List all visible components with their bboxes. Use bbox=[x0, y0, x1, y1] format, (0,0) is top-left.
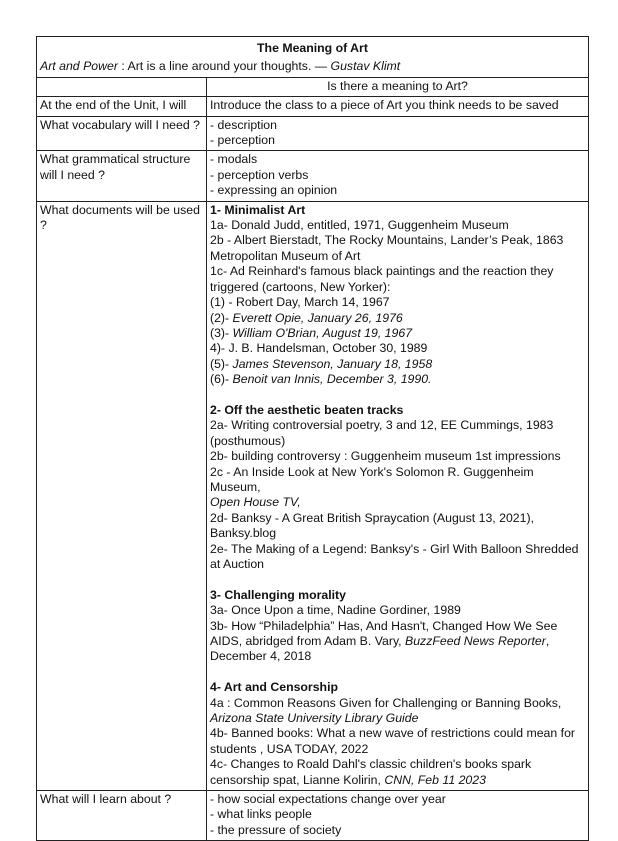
item-source: Open House TV, bbox=[210, 495, 301, 510]
list-item: 2b- building controversy : Guggenheim museum 1st impressions bbox=[210, 449, 561, 464]
item-text: 3b- How “Philadelphia” Has, And Hasn't, Changed How We See AIDS, abridged from Adam B. Vary, bbox=[210, 618, 558, 648]
item-text: 4c- Changes to Roald Dahl's classic children's books spark censorship spat, Lianne Kolirin, bbox=[210, 757, 532, 787]
item-text: William O'Brian, August 19, 1967 bbox=[232, 325, 413, 340]
empty-cell bbox=[37, 77, 207, 96]
list-item: - description bbox=[210, 117, 277, 132]
row-label-documents: What documents will be used ? bbox=[37, 201, 207, 790]
section-heading: 3- Challenging morality bbox=[210, 587, 346, 602]
spacer bbox=[210, 388, 585, 403]
item-source: BuzzFeed News Reporter bbox=[405, 634, 546, 648]
row-label-grammar: What grammatical structure will I need ? bbox=[37, 151, 207, 201]
list-item: 3a- Once Upon a time, Nadine Gordiner, 1989 bbox=[210, 603, 461, 618]
table-row bbox=[37, 791, 589, 841]
learn-list bbox=[207, 791, 589, 841]
list-item: 4b- Banned books: What a new wave of restrictions could mean for students , USA TODAY, 2022 bbox=[210, 726, 575, 756]
list-item bbox=[210, 357, 585, 372]
document-title: The Meaning of Art bbox=[37, 37, 589, 59]
list-item: 4)- J. B. Handelsman, October 30, 1989 bbox=[210, 341, 428, 356]
central-question: Is there a meaning to Art? bbox=[207, 77, 589, 96]
list-item: 4a : Common Reasons Given for Challenging or Banning Books, bbox=[210, 695, 562, 710]
list-item bbox=[210, 619, 585, 665]
item-number: (2)- bbox=[210, 310, 233, 325]
spacer bbox=[210, 665, 585, 680]
item-source: CNN, Feb 11 2023 bbox=[384, 772, 486, 787]
row-label-learn: What will I learn about ? bbox=[37, 791, 207, 841]
list-item: - expressing an opinion bbox=[210, 183, 338, 198]
list-item: 1a- Donald Judd, entitled, 1971, Guggenheim Museum bbox=[210, 218, 509, 233]
list-item: - perception verbs bbox=[210, 167, 309, 182]
row-label-vocabulary: What vocabulary will I need ? bbox=[37, 116, 207, 151]
item-text: Benoit van Innis, December 3, 1990. bbox=[232, 372, 432, 387]
title-row bbox=[37, 37, 589, 59]
item-number: (3)- bbox=[210, 325, 233, 340]
list-item: 2d- Banksy - A Great British Spraycation (August 13, 2021), Banksy.blog bbox=[210, 510, 534, 541]
item-number: (5)- bbox=[210, 356, 233, 371]
list-item: 2a- Writing controversial poetry, 3 and 12, EE Cummings, 1983 (posthumous) bbox=[210, 418, 554, 448]
quote-source: Art and Power bbox=[40, 59, 118, 74]
quote-author: Gustav Klimt bbox=[330, 59, 401, 74]
vocabulary-list bbox=[207, 116, 589, 151]
list-item: - perception bbox=[210, 133, 275, 148]
list-item bbox=[210, 326, 585, 341]
epigraph bbox=[37, 58, 589, 77]
quote-separator: : bbox=[117, 59, 128, 74]
table-row bbox=[37, 116, 589, 151]
item-date: , December 4, 2018 bbox=[210, 634, 550, 664]
table-row bbox=[37, 97, 589, 116]
list-item: 2b - Albert Bierstadt, The Rocky Mountains, Lander’s Peak, 1863 Metropolitan Museum of Art bbox=[210, 233, 564, 263]
item-source: Arizona State University Library Guide bbox=[210, 711, 419, 726]
unit-plan-table bbox=[36, 36, 589, 841]
list-item bbox=[210, 372, 585, 387]
list-item: - modals bbox=[210, 152, 258, 167]
item-number: (6)- bbox=[210, 372, 233, 387]
table-row bbox=[37, 151, 589, 201]
list-item: 1c- Ad Reinhard's famous black paintings and the reaction they triggered (cartoons, New Yorker): bbox=[210, 264, 554, 294]
list-item: - the pressure of society bbox=[210, 822, 342, 837]
list-item: 2e- The Making of a Legend: Banksy's - Girl With Balloon Shredded at Auction bbox=[210, 541, 579, 571]
list-item: - how social expectations change over year bbox=[210, 792, 446, 807]
section-heading: 1- Minimalist Art bbox=[210, 202, 306, 217]
spacer bbox=[210, 572, 585, 587]
documents-list bbox=[207, 201, 589, 790]
end-of-unit-goal: Introduce the class to a piece of Art you think needs to be saved bbox=[207, 97, 589, 116]
section-heading: 2- Off the aesthetic beaten tracks bbox=[210, 402, 404, 417]
quote-row bbox=[37, 58, 589, 77]
table-row bbox=[37, 201, 589, 790]
grammar-list bbox=[207, 151, 589, 201]
row-label-end-of-unit: At the end of the Unit, I will bbox=[37, 97, 207, 116]
section-heading: 4- Art and Censorship bbox=[210, 680, 338, 695]
item-text: Everett Opie, January 26, 1976 bbox=[232, 310, 403, 325]
quote-text: Art is a line around your thoughts. — bbox=[127, 59, 331, 74]
list-item: (1) - Robert Day, March 14, 1967 bbox=[210, 295, 390, 310]
list-item: 2c - An Inside Look at New York's Solomon R. Guggenheim Museum, bbox=[210, 464, 534, 494]
item-text: James Stevenson, January 18, 1958 bbox=[232, 356, 433, 371]
question-row bbox=[37, 77, 589, 96]
list-item: - what links people bbox=[210, 807, 312, 822]
list-item bbox=[210, 757, 585, 788]
list-item bbox=[210, 311, 585, 326]
